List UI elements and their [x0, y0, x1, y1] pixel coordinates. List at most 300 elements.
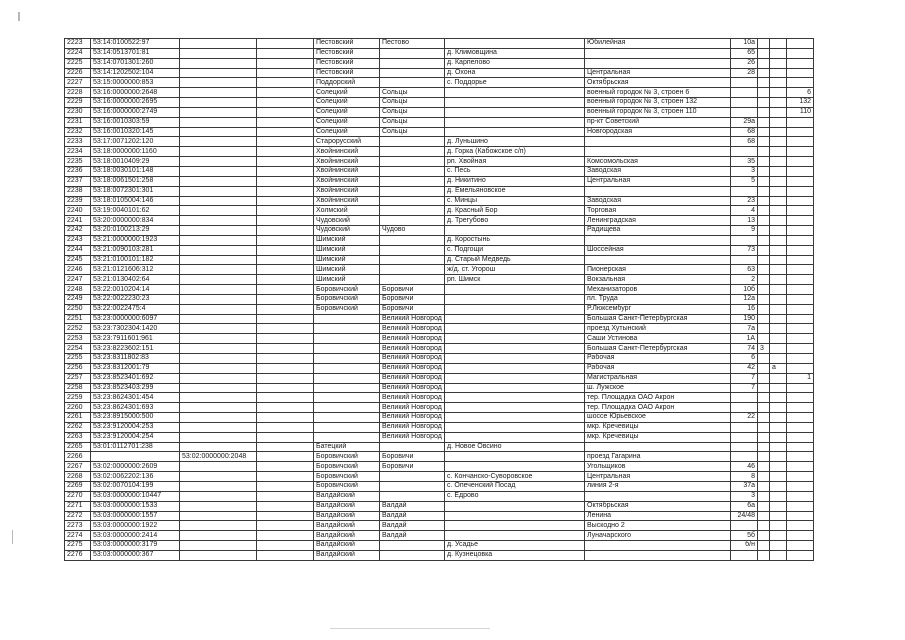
district-cell: Пестовский [314, 39, 380, 49]
district-cell: Пестовский [314, 48, 380, 58]
cadastral-number-cell: 53:23:8624301:454 [91, 393, 180, 403]
district-cell [314, 393, 380, 403]
empty-cell [257, 117, 314, 127]
house-number-cell [731, 255, 758, 265]
city-cell [380, 245, 445, 255]
district-cell: Солецкий [314, 107, 380, 117]
cadastral-number-cell: 53:21:0090103:281 [91, 245, 180, 255]
empty-cell [257, 166, 314, 176]
structure-cell [770, 98, 787, 108]
district-cell [314, 432, 380, 442]
cadastral-number-alt-cell [180, 157, 257, 167]
settlement-cell [445, 422, 585, 432]
house-number-cell: 13 [731, 216, 758, 226]
house-number-cell: 7 [731, 383, 758, 393]
unit-cell [787, 117, 814, 127]
row-number-cell: 2261 [65, 413, 91, 423]
row-number-cell: 2238 [65, 186, 91, 196]
building-cell [758, 314, 770, 324]
structure-cell [770, 521, 787, 531]
table-row [65, 98, 814, 108]
street-cell [585, 137, 731, 147]
row-number-cell: 2273 [65, 521, 91, 531]
district-cell: Валдайский [314, 491, 380, 501]
empty-cell [257, 432, 314, 442]
building-cell [758, 304, 770, 314]
table-row [65, 413, 814, 423]
structure-cell [770, 137, 787, 147]
unit-cell [787, 531, 814, 541]
table-row [65, 383, 814, 393]
settlement-cell [445, 363, 585, 373]
street-cell: Выскодно 2 [585, 521, 731, 531]
building-cell [758, 294, 770, 304]
building-cell [758, 285, 770, 295]
settlement-cell [445, 117, 585, 127]
house-number-cell [731, 88, 758, 98]
district-cell: Боровичский [314, 304, 380, 314]
table-row [65, 550, 814, 560]
district-cell [314, 354, 380, 364]
settlement-cell: д. Старый Медведь [445, 255, 585, 265]
row-number-cell: 2244 [65, 245, 91, 255]
district-cell: Боровичский [314, 481, 380, 491]
cadastral-number-cell: 53:03:0000000:1557 [91, 511, 180, 521]
table-row [65, 324, 814, 334]
street-cell: Юбилейная [585, 39, 731, 49]
house-number-cell: 5б [731, 531, 758, 541]
empty-cell [257, 403, 314, 413]
structure-cell [770, 48, 787, 58]
structure-cell [770, 422, 787, 432]
house-number-cell: 7а [731, 324, 758, 334]
house-number-cell [731, 422, 758, 432]
street-cell: военный городок № 3, строен 132 [585, 98, 731, 108]
table-row [65, 226, 814, 236]
table-row [65, 334, 814, 344]
city-cell [380, 147, 445, 157]
house-number-cell [731, 550, 758, 560]
unit-cell [787, 432, 814, 442]
settlement-cell [445, 403, 585, 413]
unit-cell: 110 [787, 107, 814, 117]
empty-cell [257, 275, 314, 285]
empty-cell [257, 147, 314, 157]
building-cell [758, 452, 770, 462]
cadastral-number-alt-cell [180, 511, 257, 521]
structure-cell [770, 166, 787, 176]
table-row [65, 275, 814, 285]
structure-cell [770, 245, 787, 255]
structure-cell [770, 373, 787, 383]
district-cell [314, 344, 380, 354]
cadastral-number-cell: 53:23:8523403:299 [91, 383, 180, 393]
building-cell [758, 541, 770, 551]
district-cell: Пестовский [314, 68, 380, 78]
cadastral-number-alt-cell [180, 491, 257, 501]
settlement-cell [445, 373, 585, 383]
cadastral-number-cell: 53:23:8915000:500 [91, 413, 180, 423]
structure-cell [770, 235, 787, 245]
settlement-cell [445, 344, 585, 354]
district-cell: Хвойнинский [314, 166, 380, 176]
unit-cell [787, 285, 814, 295]
empty-cell [257, 550, 314, 560]
structure-cell [770, 285, 787, 295]
city-cell: Великий Новгород [380, 393, 445, 403]
district-cell: Солецкий [314, 98, 380, 108]
cadastral-number-cell: 53:23:8312001:79 [91, 363, 180, 373]
row-number-cell: 2239 [65, 196, 91, 206]
street-cell: Луначарского [585, 531, 731, 541]
city-cell [380, 206, 445, 216]
cadastral-number-cell: 53:15:0000000:853 [91, 78, 180, 88]
structure-cell [770, 176, 787, 186]
house-number-cell: 23 [731, 196, 758, 206]
table-row [65, 541, 814, 551]
cadastral-number-cell: 53:17:0071202:120 [91, 137, 180, 147]
empty-cell [257, 334, 314, 344]
street-cell: Большая Санкт-Петербургская [585, 344, 731, 354]
building-cell [758, 491, 770, 501]
structure-cell [770, 344, 787, 354]
street-cell: Шоссейная [585, 245, 731, 255]
row-number-cell: 2233 [65, 137, 91, 147]
cadastral-number-cell: 53:16:0000000:2749 [91, 107, 180, 117]
cadastral-number-cell: 53:02:0070104:199 [91, 481, 180, 491]
district-cell: Чудовский [314, 226, 380, 236]
district-cell: Боровичский [314, 294, 380, 304]
city-cell: Великий Новгород [380, 422, 445, 432]
building-cell [758, 383, 770, 393]
row-number-cell: 2276 [65, 550, 91, 560]
settlement-cell: с. Поддорье [445, 78, 585, 88]
cadastral-number-alt-cell [180, 166, 257, 176]
empty-cell [257, 481, 314, 491]
table-row [65, 58, 814, 68]
cadastral-number-alt-cell [180, 403, 257, 413]
table-row [65, 452, 814, 462]
unit-cell [787, 206, 814, 216]
settlement-cell [445, 314, 585, 324]
unit-cell [787, 58, 814, 68]
row-number-cell: 2243 [65, 235, 91, 245]
city-cell [380, 275, 445, 285]
structure-cell [770, 442, 787, 452]
city-cell [380, 48, 445, 58]
cadastral-number-alt-cell [180, 422, 257, 432]
table-row [65, 304, 814, 314]
table-row [65, 216, 814, 226]
cadastral-number-alt-cell [180, 373, 257, 383]
building-cell [758, 39, 770, 49]
cadastral-number-cell: 53:23:9120004:254 [91, 432, 180, 442]
district-cell: Валдайский [314, 521, 380, 531]
building-cell [758, 166, 770, 176]
unit-cell [787, 334, 814, 344]
street-cell: Центральная [585, 176, 731, 186]
unit-cell [787, 157, 814, 167]
street-cell: ш. Лужское [585, 383, 731, 393]
building-cell [758, 403, 770, 413]
structure-cell [770, 432, 787, 442]
house-number-cell: 68 [731, 137, 758, 147]
building-cell [758, 157, 770, 167]
unit-cell [787, 166, 814, 176]
table-row [65, 393, 814, 403]
property-register-table [64, 38, 814, 561]
row-number-cell: 2251 [65, 314, 91, 324]
empty-cell [257, 472, 314, 482]
city-cell [380, 235, 445, 245]
row-number-cell: 2235 [65, 157, 91, 167]
empty-cell [257, 521, 314, 531]
city-cell: Великий Новгород [380, 383, 445, 393]
district-cell: Боровичский [314, 462, 380, 472]
cadastral-number-cell: 53:22:0010204:14 [91, 285, 180, 295]
unit-cell [787, 422, 814, 432]
city-cell: Боровичи [380, 294, 445, 304]
street-cell: Центральная [585, 68, 731, 78]
building-cell [758, 147, 770, 157]
empty-cell [257, 107, 314, 117]
cadastral-number-cell: 53:03:0000000:367 [91, 550, 180, 560]
building-cell: 3 [758, 344, 770, 354]
building-cell [758, 68, 770, 78]
table-row [65, 432, 814, 442]
empty-cell [257, 501, 314, 511]
city-cell: Чудово [380, 226, 445, 236]
cadastral-number-alt-cell [180, 442, 257, 452]
building-cell [758, 235, 770, 245]
district-cell: Солецкий [314, 117, 380, 127]
house-number-cell: 7 [731, 373, 758, 383]
table-row [65, 206, 814, 216]
building-cell [758, 88, 770, 98]
building-cell [758, 127, 770, 137]
empty-cell [257, 235, 314, 245]
district-cell: Шимский [314, 255, 380, 265]
city-cell [380, 157, 445, 167]
house-number-cell [731, 452, 758, 462]
structure-cell [770, 117, 787, 127]
street-cell [585, 541, 731, 551]
unit-cell [787, 245, 814, 255]
district-cell [314, 403, 380, 413]
house-number-cell: 63 [731, 265, 758, 275]
cadastral-number-cell: 53:14:0513701:81 [91, 48, 180, 58]
row-number-cell: 2240 [65, 206, 91, 216]
street-cell: Большая Санкт-Петербургская [585, 314, 731, 324]
street-cell [585, 235, 731, 245]
table-row [65, 314, 814, 324]
row-number-cell: 2229 [65, 98, 91, 108]
cadastral-number-cell: 53:03:0000000:2414 [91, 531, 180, 541]
unit-cell: 132 [787, 98, 814, 108]
row-number-cell: 2246 [65, 265, 91, 275]
street-cell [585, 442, 731, 452]
street-cell: Заводская [585, 166, 731, 176]
building-cell [758, 58, 770, 68]
structure-cell [770, 226, 787, 236]
district-cell: Чудовский [314, 216, 380, 226]
scan-artifact-left [12, 530, 13, 544]
district-cell: Валдайский [314, 501, 380, 511]
house-number-cell: 4 [731, 206, 758, 216]
house-number-cell: 37а [731, 481, 758, 491]
district-cell: Холмский [314, 206, 380, 216]
row-number-cell: 2257 [65, 373, 91, 383]
settlement-cell [445, 98, 585, 108]
house-number-cell: 6 [731, 354, 758, 364]
building-cell [758, 275, 770, 285]
row-number-cell: 2275 [65, 541, 91, 551]
house-number-cell: 26 [731, 58, 758, 68]
row-number-cell: 2248 [65, 285, 91, 295]
street-cell: Саши Устинова [585, 334, 731, 344]
settlement-cell: рп. Шимск [445, 275, 585, 285]
district-cell: Старорусский [314, 137, 380, 147]
street-cell: военный городок № 3, строен 110 [585, 107, 731, 117]
city-cell [380, 491, 445, 501]
house-number-cell [731, 186, 758, 196]
cadastral-number-cell: 53:16:0010303:59 [91, 117, 180, 127]
empty-cell [257, 216, 314, 226]
cadastral-number-alt-cell [180, 383, 257, 393]
unit-cell [787, 501, 814, 511]
unit-cell [787, 472, 814, 482]
structure-cell [770, 354, 787, 364]
structure-cell [770, 541, 787, 551]
house-number-cell: 35 [731, 157, 758, 167]
cadastral-number-alt-cell [180, 206, 257, 216]
building-cell [758, 78, 770, 88]
unit-cell [787, 511, 814, 521]
cadastral-number-cell: 53:16:0010320:145 [91, 127, 180, 137]
table-row [65, 166, 814, 176]
city-cell [380, 481, 445, 491]
empty-cell [257, 452, 314, 462]
empty-cell [257, 176, 314, 186]
building-cell [758, 531, 770, 541]
table-row [65, 196, 814, 206]
house-number-cell: б/н [731, 541, 758, 551]
district-cell [314, 413, 380, 423]
city-cell [380, 550, 445, 560]
cadastral-number-alt-cell [180, 550, 257, 560]
table-row [65, 107, 814, 117]
row-number-cell: 2226 [65, 68, 91, 78]
row-number-cell: 2256 [65, 363, 91, 373]
house-number-cell: 2 [731, 275, 758, 285]
table-row [65, 344, 814, 354]
city-cell [380, 442, 445, 452]
street-cell: Рабочая [585, 363, 731, 373]
house-number-cell: 28 [731, 68, 758, 78]
unit-cell: 1 [787, 373, 814, 383]
structure-cell [770, 206, 787, 216]
row-number-cell: 2253 [65, 334, 91, 344]
row-number-cell: 2245 [65, 255, 91, 265]
building-cell [758, 186, 770, 196]
building-cell [758, 98, 770, 108]
street-cell: мкр. Кречевицы [585, 422, 731, 432]
empty-cell [257, 265, 314, 275]
building-cell [758, 107, 770, 117]
unit-cell [787, 550, 814, 560]
settlement-cell: д. Климовщина [445, 48, 585, 58]
house-number-cell: 10б [731, 285, 758, 295]
house-number-cell: 73 [731, 245, 758, 255]
empty-cell [257, 206, 314, 216]
building-cell [758, 462, 770, 472]
empty-cell [257, 462, 314, 472]
empty-cell [257, 157, 314, 167]
house-number-cell: 190 [731, 314, 758, 324]
street-cell: Угольщиков [585, 462, 731, 472]
district-cell: Пестовский [314, 58, 380, 68]
city-cell: Боровичи [380, 452, 445, 462]
house-number-cell [731, 98, 758, 108]
table-row [65, 354, 814, 364]
house-number-cell: 68 [731, 127, 758, 137]
empty-cell [257, 68, 314, 78]
settlement-cell [445, 413, 585, 423]
building-cell [758, 550, 770, 560]
settlement-cell [445, 452, 585, 462]
district-cell: Шимский [314, 265, 380, 275]
district-cell: Хвойнинский [314, 157, 380, 167]
city-cell: Великий Новгород [380, 324, 445, 334]
table-row [65, 442, 814, 452]
row-number-cell: 2252 [65, 324, 91, 334]
settlement-cell [445, 432, 585, 442]
cadastral-number-alt-cell [180, 393, 257, 403]
structure-cell: а [770, 363, 787, 373]
scan-artifact-top [18, 12, 20, 21]
row-number-cell: 2249 [65, 294, 91, 304]
district-cell [314, 422, 380, 432]
city-cell: Великий Новгород [380, 432, 445, 442]
table-row [65, 137, 814, 147]
house-number-cell: 22 [731, 413, 758, 423]
table-row [65, 186, 814, 196]
settlement-cell [445, 511, 585, 521]
table-row [65, 255, 814, 265]
cadastral-number-cell: 53:21:0100101:182 [91, 255, 180, 265]
district-cell: Валдайский [314, 531, 380, 541]
structure-cell [770, 88, 787, 98]
street-cell: военный городок № 3, строен 6 [585, 88, 731, 98]
settlement-cell [445, 521, 585, 531]
row-number-cell: 2260 [65, 403, 91, 413]
street-cell: шоссе Юрьевское [585, 413, 731, 423]
district-cell [314, 334, 380, 344]
settlement-cell [445, 226, 585, 236]
structure-cell [770, 462, 787, 472]
table-row [65, 245, 814, 255]
building-cell [758, 363, 770, 373]
row-number-cell: 2265 [65, 442, 91, 452]
row-number-cell: 2250 [65, 304, 91, 314]
cadastral-number-cell: 53:20:0100213:29 [91, 226, 180, 236]
unit-cell [787, 324, 814, 334]
building-cell [758, 481, 770, 491]
settlement-cell: д. Емельяновское [445, 186, 585, 196]
settlement-cell: д. Карпелово [445, 58, 585, 68]
cadastral-number-alt-cell [180, 432, 257, 442]
street-cell: мкр. Кречевицы [585, 432, 731, 442]
